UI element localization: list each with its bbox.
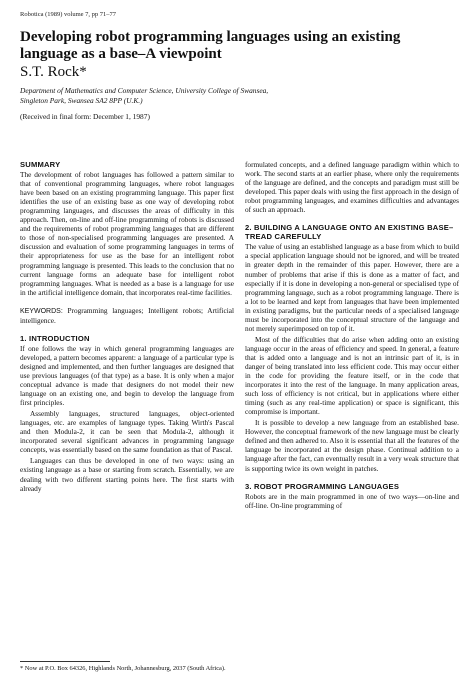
footnote-rule [20, 661, 110, 662]
section-3-heading: 3. ROBOT PROGRAMMING LANGUAGES [245, 481, 400, 491]
received-date: (Received in final form: December 1, 1987) [20, 112, 150, 121]
section-2-paragraph-2: Most of the difficulties that do arise when adding onto an existing language occur in the areas of efficiency and speed. In general, a feature that is added onto a language and is not an intrinsic part of it, is in danger of being translated into less efficient code. This may occur either in the code for providing the feature itself, or in the code that incorporates it into the rest of the language. In many application areas, such loss of efficiency is not critical, but in applications where either timing (such as any real-time application) or space is significant, this compromise is important. [245, 334, 459, 417]
section-2-paragraph-1: The value of using an established language as a base from which to build a special application language should not be ignored, and will be treated in greater depth in the remainder of this paper. However, there are a number of problems that arise if this is done as a matter of fact, and especially if it is done in developing a non-general or specialised type of programming language, such as a robot programming language. There is a lot to be learned and kept from languages that have been implemented in existing paradigms, but the particular needs of a specialised language must be incorporated into the conceptual structure of the language and not merely superimposed on top of it. [245, 242, 459, 333]
section-1-paragraph-3: Languages can thus be developed in one of two ways: using an existing language as a base or starting from scratch. Essentially, we are dealing with two different starting points here. The first starts with already [20, 456, 234, 493]
affiliation-line-2: Singleton Park, Swansea SA2 8PP (U.K.) [20, 95, 143, 105]
summary-heading: SUMMARY [20, 160, 61, 169]
author-name: S.T. Rock* [20, 64, 87, 80]
affiliation-line-1: Department of Mathematics and Computer Science, University College of Swansea, [20, 86, 269, 95]
section-1-paragraph-1: If one follows the way in which general programming languages are developed, a pattern becomes apparent: a language of a particular type is designed and implemented, and then further languages are designed that use previous languages (of that type) as a base. It is only when a major conceptual advance is made that designers do not model their new language on an existing one, and begin to develop the language from first principles. [20, 343, 234, 408]
affiliation [20, 86, 440, 105]
journal-citation: Robotica (1989) volume 7, pp 71–77 [20, 11, 117, 18]
section-1-heading: 1. INTRODUCTION [20, 333, 90, 343]
right-column [245, 160, 459, 512]
summary-text: The development of robot languages has followed a pattern similar to that of conventional programming languages, where robot languages have been based on an existing programming language. This paper first identifies the use of an existing base as one way of developing robot programming languages, and discusses the areas of difficulty in this approach. Then, on-line and off-line programming of robots is discussed and the requirements of robot programming languages that are different to those of non-specialised programming languages are presented. A discussion and evaluation of some programming languages in terms of their appropriateness for use as the base for an intelligent robot programming language is presented. This leads to the conclusion that no current language forms an adequate base for intelligent robot programming languages. What is needed as a base is a language for use in the artificial intelligence domain, that incorporates real-time facilities. [20, 170, 234, 297]
footnote-area [20, 656, 234, 673]
keywords [20, 306, 234, 325]
footnote: * Now at P.O. Box 64326, Highlands North, Johannesburg, 2037 (South Africa). [20, 665, 226, 672]
left-column [20, 160, 234, 495]
section-2-paragraph-3: It is possible to develop a new language from an established base. However, the conceptual framework of the new language must be clearly defined and then adhered to. Also it is essential that all the features of the language be incorporated at the design phase. Continual addition to a language after the fact, can eventually result in a very weak structure that is supporting twice its own weight in patches. [245, 418, 459, 473]
paper-title: Developing robot programming languages using an existing language as a base–A viewpoint [20, 29, 401, 62]
section-1-paragraph-2: Assembly languages, structured languages, object-oriented languages, etc. are examples of language types. Taking Wirth's Pascal and then Modula-2, it can be seen that Modula-2, although it incorporated several significant advances in programming language concepts, was essentially based on the same foundation as that of Pascal. [20, 409, 234, 455]
section-2-heading: 2. BUILDING A LANGUAGE ONTO AN EXISTING BASE–TREAD CAREFULLY [245, 223, 454, 242]
section-3-paragraph-1: Robots are in the main programmed in one of two ways—on-line and off-line. On-line programming of [245, 491, 459, 510]
section-1-continuation: formulated concepts, and a defined language paradigm within which to work. The second starts at an earlier phase, where only the requirements of the language are defined, and the concepts and paradigm must still be developed. This paper deals with using the first approach in the design of robot programming languages, and examines difficulties and advantages of such an approach. [245, 160, 459, 215]
keywords-text: Programming languages; Intelligent robots; Artificial intelligence. [20, 305, 234, 325]
keywords-label: KEYWORDS: [20, 307, 63, 315]
